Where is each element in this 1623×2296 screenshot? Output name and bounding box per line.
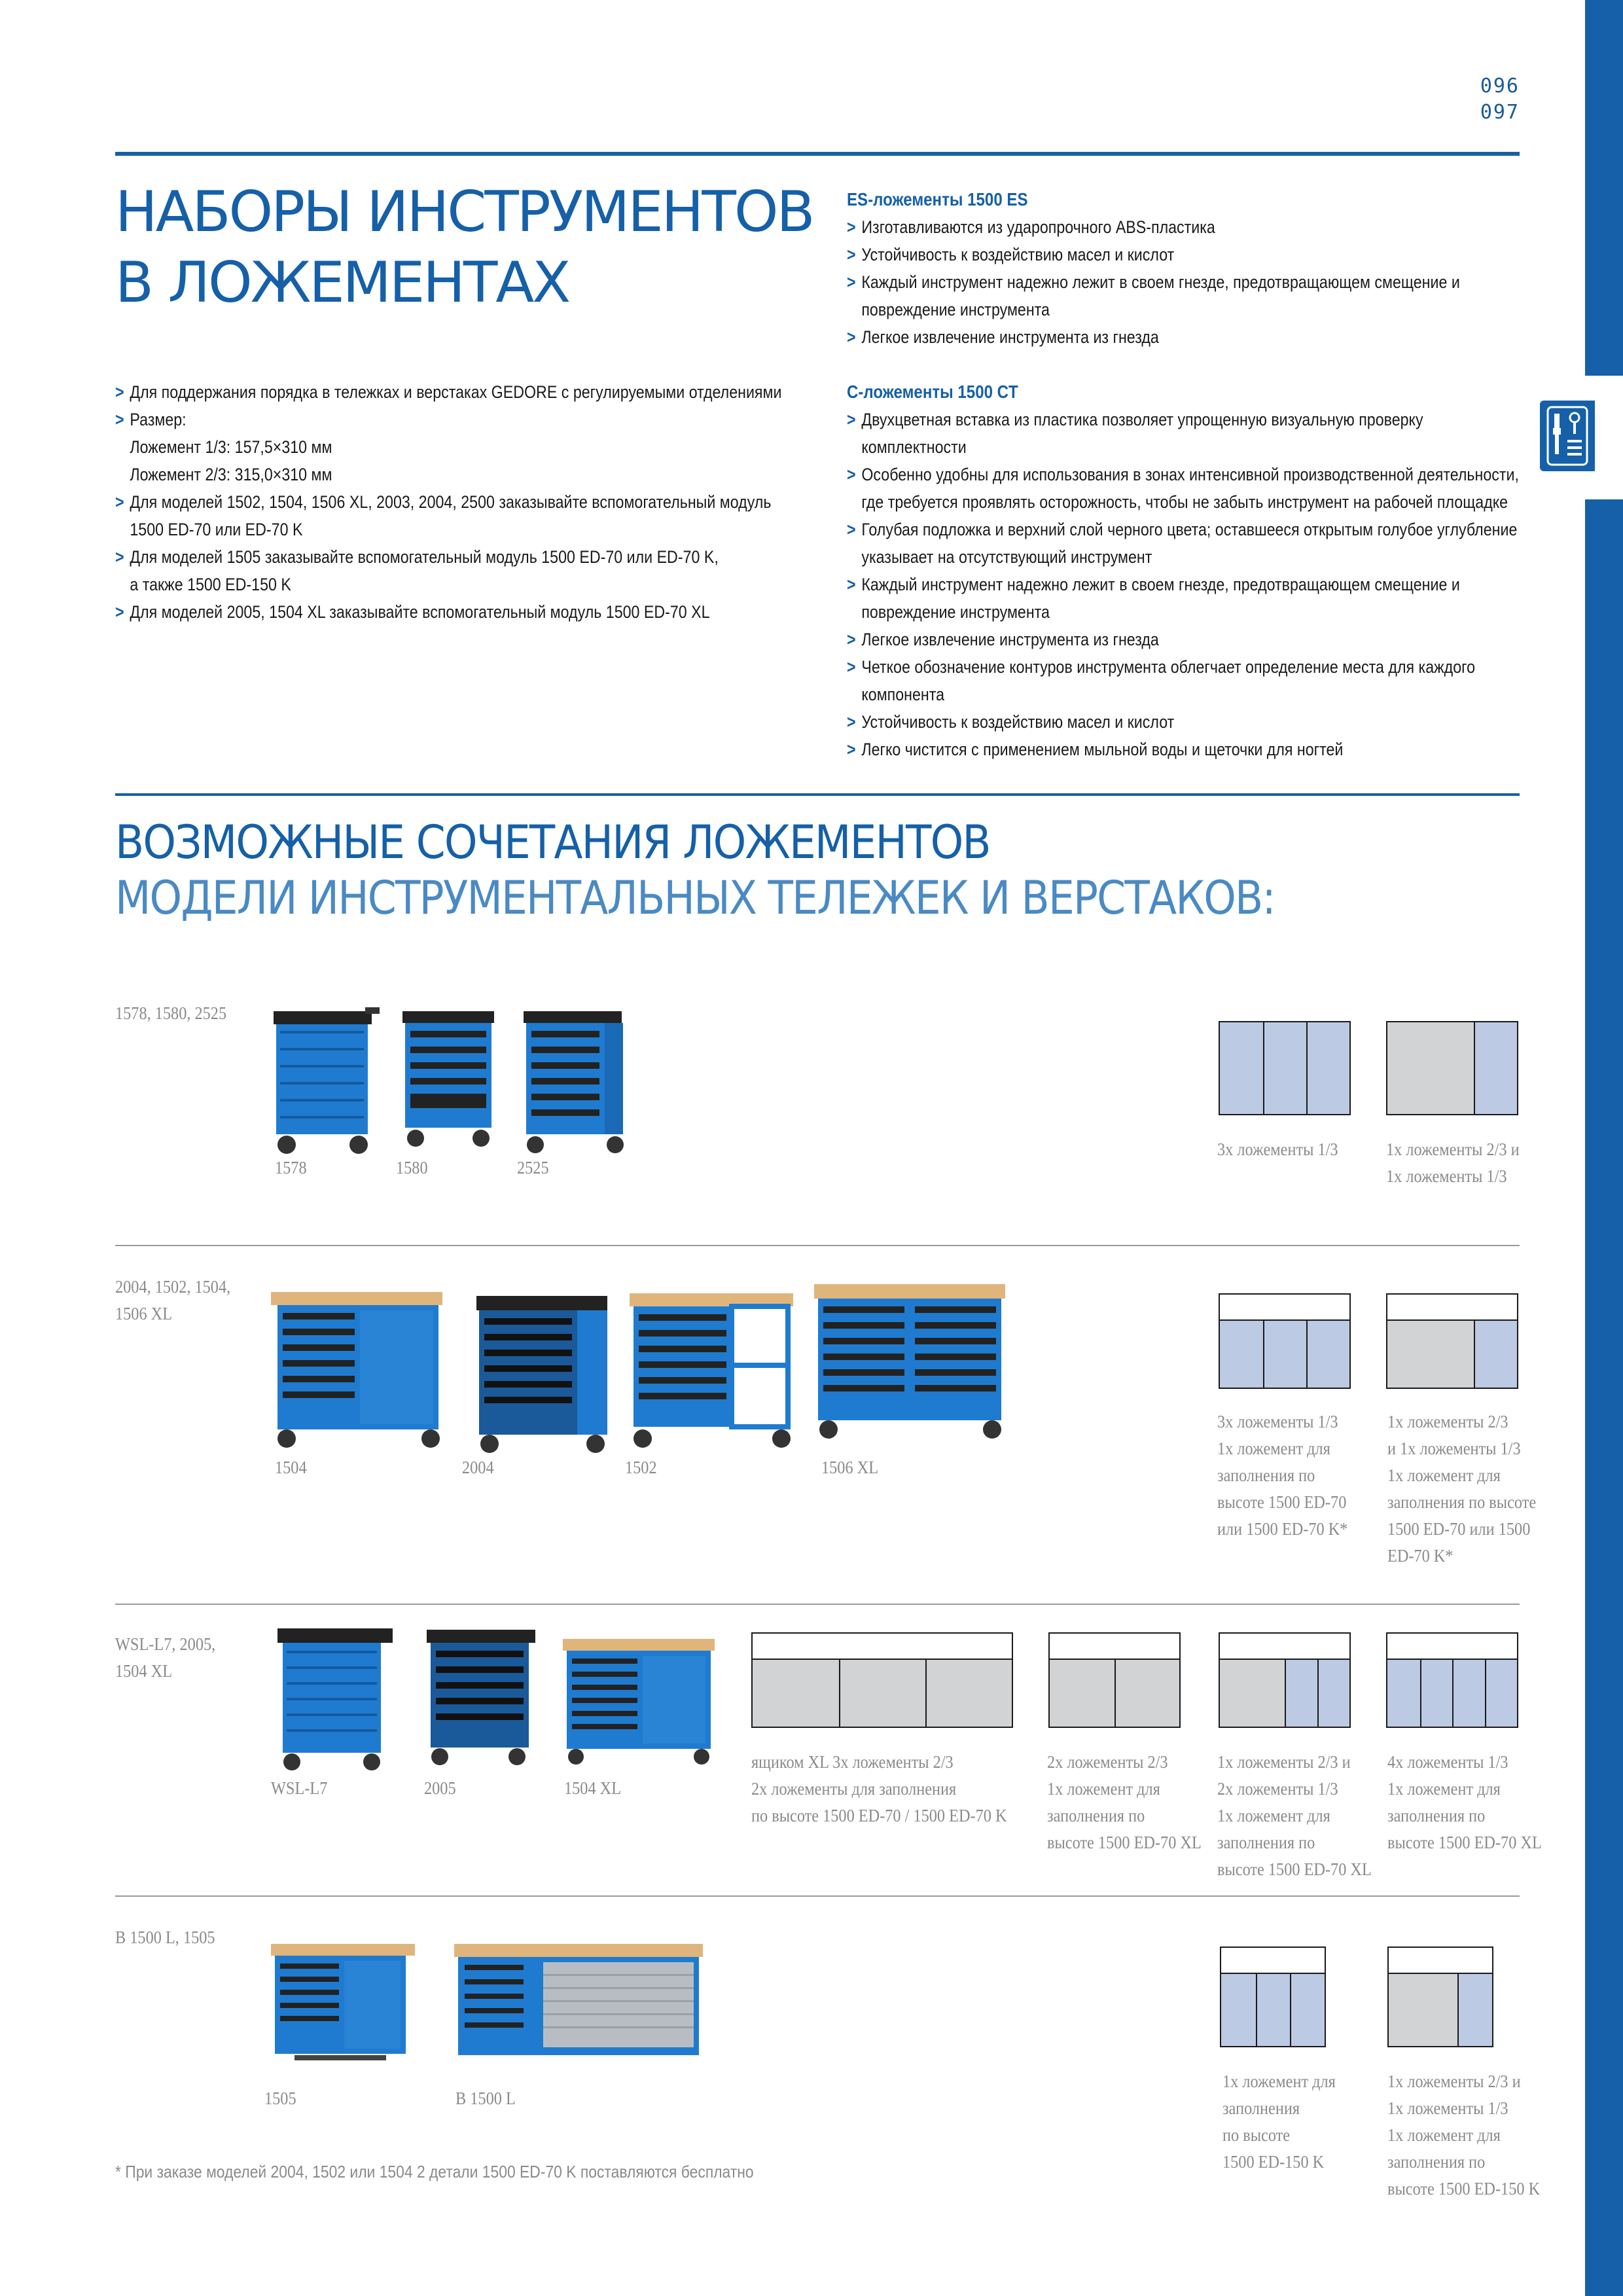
workbench-b1500l-image <box>452 1941 707 2072</box>
workbench-1505-image <box>268 1941 419 2072</box>
list-item: > Голубая подложка и верхний слой черного цвета; оставшееся открытым голубое углубление <box>847 516 1539 543</box>
combinations-subtitle: МОДЕЛИ ИНСТРУМЕНТАЛЬНЫХ ТЕЛЕЖЕК И ВЕРСТАКОВ: <box>115 871 1275 925</box>
combo-caption: 2x ложементы 2/3 1x ложемент для заполнения по высоте 1500 ED-70 XL <box>1047 1752 1202 1852</box>
trolley-1578-image <box>267 1005 385 1162</box>
row-separator <box>115 1604 1520 1605</box>
page-numbers <box>1480 73 1520 126</box>
page-number-left: 096 <box>1480 75 1520 98</box>
es-heading: ES-ложементы 1500 ES <box>847 189 1028 209</box>
product-label-1504xl: 1504 XL <box>564 1778 622 1798</box>
list-item: компонента <box>861 685 944 704</box>
trolley-1580-image <box>396 1005 507 1155</box>
row-label <box>115 1000 226 1027</box>
combo-caption: 3x ложементы 1/3 <box>1217 1139 1338 1159</box>
top-rule <box>115 152 1520 156</box>
combo-caption: 1x ложементы 2/3 и 1x ложементы 1/3 <box>1386 1139 1520 1186</box>
ct-section <box>847 378 1623 763</box>
combo-caption: 3x ложементы 1/3 1x ложемент для заполнения по высоте 1500 ED-70 или 1500 ED-70 K* <box>1217 1412 1348 1539</box>
product-label-1502: 1502 <box>625 1458 657 1477</box>
combo-caption: 1x ложемент для заполнения по высоте 1500 ED-150 K <box>1222 2072 1336 2172</box>
inlay-diagram-3x13-ed150 <box>1220 1946 1326 2047</box>
list-item: повреждение инструмента <box>861 300 1050 319</box>
list-item: > Четкое обозначение контуров инструмента облегчает определение места для каждого <box>847 653 1539 681</box>
list-item: > Для моделей 1502, 1504, 1506 XL, 2003, 2004, 2500 заказывайте вспомогательный модуль <box>115 488 836 516</box>
combo-caption: 4x ложементы 1/3 1x ложемент для заполнения по высоте 1500 ED-70 XL <box>1387 1752 1542 1852</box>
inlay-diagram-3x13 <box>1219 1021 1351 1115</box>
footnote: * При заказе моделей 2004, 1502 или 1504 2 детали 1500 ED-70 K поставляются бесплатно <box>115 2162 754 2181</box>
list-item: > Размер: <box>115 406 836 433</box>
inlay-diagram-xl-3x23 <box>751 1632 1013 1728</box>
list-item: Ложемент 1/3: 157,5×310 мм <box>130 437 332 457</box>
inlay-diagram-23-13 <box>1386 1021 1518 1115</box>
workbench-1502-image <box>627 1291 797 1454</box>
trolley-2005-image <box>423 1627 541 1771</box>
list-item: Ложемент 2/3: 315,0×310 мм <box>130 465 332 484</box>
workbench-1504-image <box>268 1289 445 1453</box>
product-label-1580: 1580 <box>396 1158 428 1177</box>
product-label-2004: 2004 <box>462 1458 494 1477</box>
inlay-diagram-4x13 <box>1386 1632 1518 1728</box>
list-item: > Для моделей 2005, 1504 XL заказывайте вспомогательный модуль 1500 ED-70 XL <box>115 598 836 626</box>
list-item: > Каждый инструмент надежно лежит в своем гнезде, предотвращающем смещение и <box>847 571 1539 598</box>
inlay-diagram-23-13-ed150 <box>1387 1946 1493 2047</box>
product-label-2525: 2525 <box>517 1158 549 1177</box>
page-title-line-1: НАБОРЫ ИНСТРУМЕНТОВ <box>115 179 813 245</box>
row-label: WSL-L7, 2005, 1504 XL <box>115 1634 216 1681</box>
list-item: > Изготавливаются из ударопрочного ABS-пластика <box>847 213 1539 241</box>
product-label-wsl-l7: WSL-L7 <box>271 1778 328 1798</box>
page-title-line-2: В ЛОЖЕМЕНТАХ <box>115 250 569 315</box>
left-feature-list <box>115 378 836 626</box>
list-item: > Устойчивость к воздействию масел и кислот <box>847 708 1539 736</box>
product-label-1578: 1578 <box>275 1158 307 1177</box>
combo-caption: 1x ложементы 2/3 и 1x ложементы 1/3 1x ложемент для заполнения по высоте 1500 ED-70 или 1500 ED-70 K* <box>1387 1412 1537 1566</box>
workbench-1504xl-image <box>560 1636 717 1767</box>
page-title <box>115 177 835 318</box>
list-item: > Легкое извлечение инструмента из гнезда <box>847 626 1539 653</box>
product-label-b1500l: B 1500 L <box>455 2089 516 2108</box>
row-separator <box>115 1245 1520 1246</box>
list-item: указывает на отсутствующий инструмент <box>861 547 1152 567</box>
product-label-2005: 2005 <box>424 1778 456 1798</box>
page-number-right: 097 <box>1480 101 1520 124</box>
combinations-title: ВОЗМОЖНЫЕ СОЧЕТАНИЯ ЛОЖЕМЕНТОВ <box>115 816 990 869</box>
list-item: комплектности <box>861 437 967 457</box>
ct-heading: C-ложементы 1500 CT <box>847 382 1018 402</box>
product-label-1505: 1505 <box>264 2089 296 2108</box>
es-feature-list <box>847 213 1539 351</box>
list-item: > Легкое извлечение инструмента из гнезда <box>847 323 1539 351</box>
workbench-1506xl-image <box>812 1282 1008 1445</box>
list-item: а также 1500 ED-150 K <box>130 575 291 594</box>
side-bar-bottom <box>1585 499 1623 2296</box>
combo-caption: ящиком XL 3x ложементы 2/3 2x ложементы для заполнения по высоте 1500 ED-70 / 1500 ED-70 K <box>751 1752 1007 1825</box>
inlay-diagram-2x23 <box>1048 1632 1181 1728</box>
list-item: > Каждый инструмент надежно лежит в своем гнезде, предотвращающем смещение и <box>847 268 1539 296</box>
combo-caption: 1x ложементы 2/3 и 2x ложементы 1/3 1x ложемент для заполнения по высоте 1500 ED-70 XL <box>1217 1752 1372 1879</box>
combo-caption: 1x ложементы 2/3 и 1x ложементы 1/3 1x ложемент для заполнения по высоте 1500 ED-150 K <box>1387 2072 1541 2198</box>
list-item: > Двухцветная вставка из пластика позволяет упрощенную визуальную проверку <box>847 406 1539 433</box>
row-label-line: 1578, 1580, 2525 <box>115 1003 227 1023</box>
row-separator <box>115 1895 1520 1897</box>
row-label: 2004, 1502, 1504, 1506 XL <box>115 1277 231 1323</box>
list-item: > Для моделей 1505 заказывайте вспомогательный модуль 1500 ED-70 или ED-70 K, <box>115 543 836 571</box>
trolley-2004-image <box>470 1293 614 1457</box>
product-label-1504: 1504 <box>275 1458 307 1477</box>
trolley-2525-image <box>517 1005 635 1162</box>
list-item: > Для поддержания порядка в тележках и верстаках GEDORE с регулируемыми отделениями <box>115 378 836 406</box>
list-item: > Легко чистится с применением мыльной воды и щеточки для ногтей <box>847 736 1539 763</box>
list-item: где требуется проявлять осторожность, чтобы не забыть инструмент на рабочей площадке <box>861 492 1508 512</box>
product-label-1506xl: 1506 XL <box>821 1458 879 1477</box>
inlay-diagram-23-2x13 <box>1219 1632 1351 1728</box>
es-section <box>847 186 1623 351</box>
list-item: 1500 ED-70 или ED-70 K <box>130 520 303 539</box>
inlay-diagram-3x13-filler <box>1219 1293 1351 1389</box>
list-item: > Устойчивость к воздействию масел и кислот <box>847 241 1539 268</box>
ct-feature-list <box>847 406 1539 763</box>
inlay-diagram-23-13-filler <box>1386 1293 1518 1389</box>
middle-rule <box>115 793 1520 796</box>
trolley-wsl-l7-image <box>274 1626 398 1776</box>
row-label: B 1500 L, 1505 <box>115 1928 215 1947</box>
list-item: повреждение инструмента <box>861 602 1050 622</box>
list-item: > Особенно удобны для использования в зонах интенсивной производственной деятельности, <box>847 461 1539 488</box>
